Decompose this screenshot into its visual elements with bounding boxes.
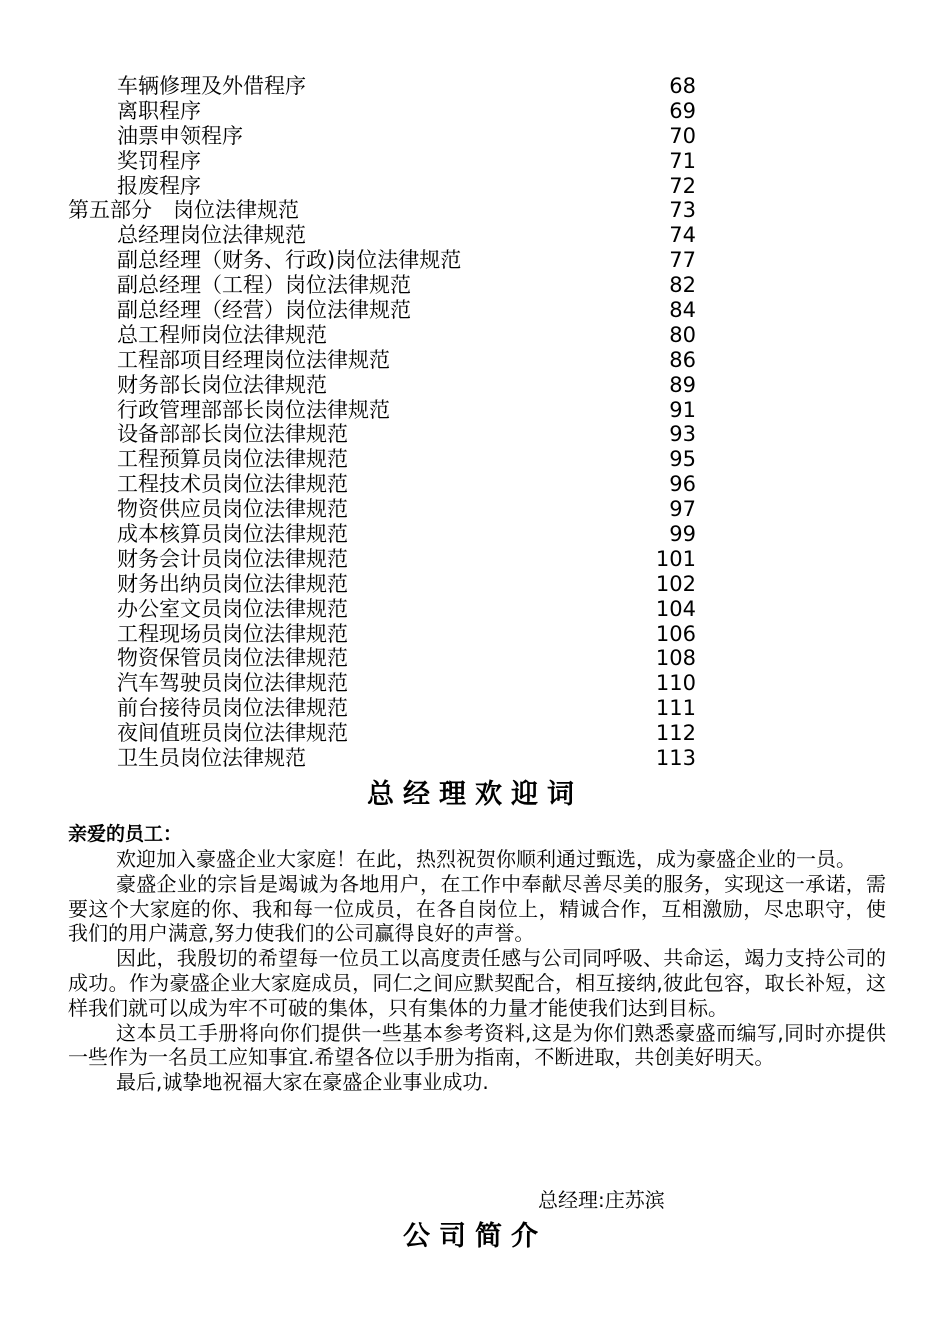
toc-entry	[0, 721, 950, 746]
letter-paragraph: 欢迎加入豪盛企业大家庭！在此，热烈祝贺你顺利通过甄选，成为豪盛企业的一员。	[116, 847, 856, 871]
toc-entry-title: 办公室文员岗位法律规范	[117, 596, 348, 621]
company-intro-heading: 公司简介	[403, 1221, 547, 1252]
toc-entry	[0, 298, 950, 323]
toc-entry-title: 总工程师岗位法律规范	[117, 322, 327, 347]
toc-entry	[0, 398, 950, 423]
toc-entry	[0, 622, 950, 647]
letter-paragraph: 因此，我殷切的希望每一位员工以高度责任感与公司同呼吸、共命运，竭力支持公司的成功。作为豪盛企业大家庭成员，同仁之间应默契配合，相互接纳,彼此包容，取长补短，这样我们就可以成为牢不可破的集体，只有集体的力量才能使我们达到目标。	[68, 946, 886, 1020]
toc-entry	[0, 373, 950, 398]
toc-entry-title: 离职程序	[117, 98, 201, 123]
toc-entry-title: 总经理岗位法律规范	[117, 223, 306, 248]
signature: 总经理:庄苏滨	[538, 1188, 665, 1212]
toc-entry	[0, 497, 950, 522]
toc-entry-page: 95	[669, 447, 696, 472]
toc-entry-page: 72	[669, 173, 696, 198]
toc-entry-page: 84	[669, 298, 696, 323]
letter-paragraph: 最后,诚挚地祝福大家在豪盛企业事业成功.	[116, 1070, 489, 1095]
toc-entry-page: 104	[655, 596, 696, 621]
letter-paragraph: 这本员工手册将向你们提供一些基本参考资料,这是为你们熟悉豪盛而编写,同时亦提供一些作为一名员工应知事宜.希望各位以手册为指南，不断进取，共创美好明天。	[68, 1020, 886, 1070]
toc-entry-page: 91	[669, 397, 696, 422]
toc-entry-page: 82	[669, 273, 696, 298]
toc-entry-page: 93	[669, 422, 696, 447]
toc-entry-title: 卫生员岗位法律规范	[117, 746, 306, 771]
toc-entry-title: 成本核算员岗位法律规范	[117, 522, 348, 547]
welcome-letter	[68, 847, 886, 1095]
toc-entry-title: 财务会计员岗位法律规范	[117, 546, 348, 571]
toc-entry-title: 副总经理（财务、行政)岗位法律规范	[117, 248, 462, 273]
toc-entry-title: 副总经理（工程）岗位法律规范	[117, 273, 411, 298]
toc-entry	[0, 273, 950, 298]
toc-entry-title: 财务出纳员岗位法律规范	[117, 571, 348, 596]
salutation: 亲爱的员工：	[68, 823, 183, 845]
toc-entry-page: 110	[655, 671, 696, 696]
toc-entry-page: 86	[669, 347, 696, 372]
toc-entry	[0, 522, 950, 547]
toc-entry-page: 68	[669, 74, 696, 98]
toc-entry	[0, 348, 950, 373]
toc-entry-page: 71	[669, 148, 696, 173]
toc-entry	[0, 198, 950, 223]
toc-entry	[0, 99, 950, 124]
toc-entry	[0, 422, 950, 447]
toc-entry	[0, 323, 950, 348]
toc-entry-page: 97	[669, 497, 696, 522]
toc-entry-title: 工程部项目经理岗位法律规范	[117, 347, 390, 372]
toc-entry	[0, 124, 950, 149]
toc-entry-page: 99	[669, 522, 696, 547]
toc-entry-title: 行政管理部部长岗位法律规范	[117, 397, 390, 422]
toc-entry-title: 油票申领程序	[117, 123, 243, 148]
toc-entry	[0, 447, 950, 472]
toc-entry-title: 工程技术员岗位法律规范	[117, 472, 348, 497]
toc-entry-page: 77	[669, 248, 696, 273]
toc-entry	[0, 223, 950, 248]
toc-entry-title: 财务部长岗位法律规范	[117, 372, 327, 397]
table-of-contents	[0, 74, 950, 771]
toc-entry	[0, 174, 950, 199]
toc-entry-title: 第五部分 岗位法律规范	[68, 198, 299, 223]
toc-entry-page: 73	[669, 198, 696, 223]
toc-entry-page: 111	[655, 696, 696, 721]
toc-entry	[0, 597, 950, 622]
toc-entry	[0, 74, 950, 99]
toc-entry-page: 102	[655, 571, 696, 596]
toc-entry-title: 工程现场员岗位法律规范	[117, 621, 348, 646]
toc-entry	[0, 547, 950, 572]
toc-entry-title: 副总经理（经营）岗位法律规范	[117, 298, 411, 323]
toc-entry-title: 设备部部长岗位法律规范	[117, 422, 348, 447]
toc-entry-page: 112	[655, 721, 696, 746]
toc-entry	[0, 646, 950, 671]
toc-entry	[0, 472, 950, 497]
toc-entry-page: 70	[669, 123, 696, 148]
letter-paragraph: 豪盛企业的宗旨是竭诚为各地用户，在工作中奉献尽善尽美的服务，实现这一承诺，需要这个大家庭的你、我和每一位成员，在各自岗位上，精诚合作，互相激励，尽忠职守，使我们的用户满意,努力使我们的公司赢得良好的声誉。	[68, 871, 886, 946]
toc-entry-page: 96	[669, 472, 696, 497]
toc-entry-title: 车辆修理及外借程序	[117, 74, 306, 98]
toc-entry-title: 报废程序	[117, 173, 201, 198]
toc-entry-page: 69	[669, 98, 696, 123]
toc-entry-page: 74	[669, 223, 696, 248]
toc-entry	[0, 746, 950, 771]
toc-entry	[0, 149, 950, 174]
welcome-heading: 总经理欢迎词	[367, 779, 583, 810]
toc-entry-page: 89	[669, 372, 696, 397]
toc-entry	[0, 696, 950, 721]
toc-entry-page: 101	[655, 546, 696, 571]
toc-entry	[0, 671, 950, 696]
toc-entry-title: 汽车驾驶员岗位法律规范	[117, 671, 348, 696]
toc-entry-page: 113	[655, 746, 696, 771]
toc-entry-title: 奖罚程序	[117, 148, 201, 173]
toc-entry-title: 物资保管员岗位法律规范	[117, 646, 348, 671]
toc-entry	[0, 572, 950, 597]
toc-entry-title: 夜间值班员岗位法律规范	[117, 721, 348, 746]
toc-entry-title: 前台接待员岗位法律规范	[117, 696, 348, 721]
toc-entry-title: 物资供应员岗位法律规范	[117, 497, 348, 522]
toc-entry-page: 108	[655, 646, 696, 671]
toc-entry-page: 80	[669, 322, 696, 347]
toc-entry	[0, 248, 950, 273]
toc-entry-page: 106	[655, 621, 696, 646]
toc-entry-title: 工程预算员岗位法律规范	[117, 447, 348, 472]
